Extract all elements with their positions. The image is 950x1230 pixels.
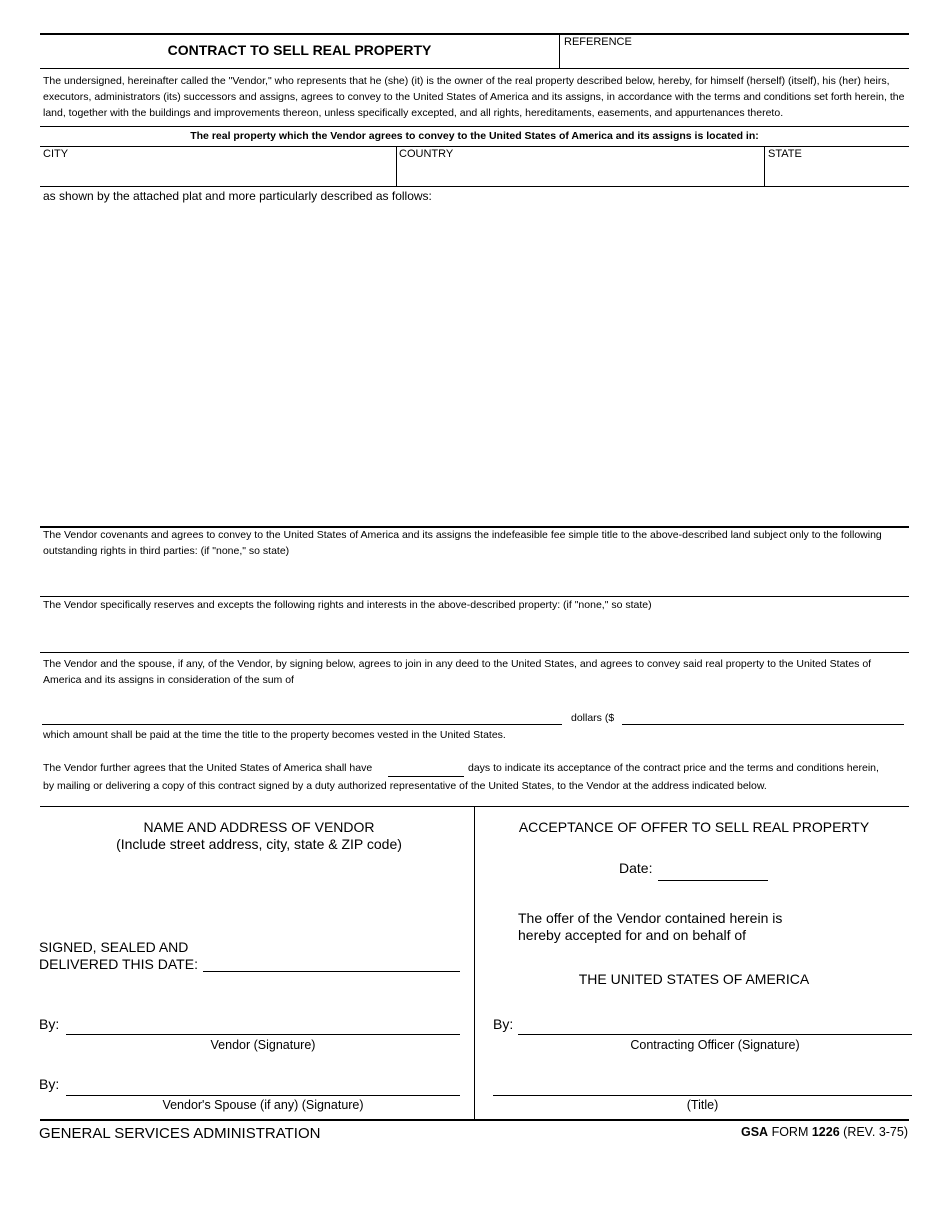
offer-line-1: The offer of the Vendor contained herein is	[518, 910, 783, 926]
acceptance-date-label: Date:	[619, 860, 653, 876]
covenant-text: The Vendor covenants and agrees to convey to the United States of America and its assigns the indefeasible fee simple title to the above-described land subject only to the following outstanding rights in third parties: (if "none," so state)	[43, 529, 882, 557]
outstanding-rights-field[interactable]	[41, 561, 908, 595]
description-field[interactable]	[41, 206, 908, 524]
reserves-bottom-rule	[40, 652, 909, 653]
payment-text: which amount shall be paid at the time the title to the property becomes vested in the United States.	[43, 729, 506, 741]
vendor-subheading: (Include street address, city, state & ZIP code)	[116, 836, 402, 852]
country-divider	[764, 146, 765, 186]
acceptance-date-field[interactable]	[658, 880, 768, 881]
acceptance-text-3: by mailing or delivering a copy of this contract signed by a duty authorized representative of the United States, to the Vendor at the address indicated below.	[43, 780, 767, 792]
state-field[interactable]	[766, 162, 908, 186]
form-gsa: GSA	[740, 1125, 769, 1139]
usa-label: THE UNITED STATES OF AMERICA	[578, 971, 810, 987]
state-label: STATE	[768, 148, 802, 160]
sum-in-words-field[interactable]	[42, 724, 562, 725]
dollars-label: dollars ($	[571, 712, 615, 724]
consideration-text: The Vendor and the spouse, if any, of the Vendor, by signing below, agrees to join in any deed to the United States, and agrees to convey said real property to the United States of America and its assigns in consideration of the sum of	[43, 658, 872, 686]
country-field[interactable]	[398, 162, 763, 186]
reserved-rights-field[interactable]	[41, 615, 908, 651]
country-label: COUNTRY	[399, 148, 454, 160]
location-bottom-rule	[40, 186, 909, 187]
agency-name: GENERAL SERVICES ADMINISTRATION	[39, 1125, 321, 1142]
reference-field[interactable]	[560, 50, 908, 67]
officer-signature-caption: Contracting Officer (Signature)	[630, 1038, 800, 1052]
intro-bottom-rule	[40, 126, 909, 127]
vendor-date-field[interactable]	[203, 971, 460, 972]
spouse-by-label: By:	[39, 1076, 60, 1092]
intro-paragraph: The undersigned, hereinafter called the "Vendor," who represents that he (she) (it) is the owner of the real property described below, hereby, for himself (herself) (itself), his (her) heirs, executors, administrators (its) successors and assigns, agrees to convey to the United States of America and its assigns, in accordance with the terms and conditions set forth herein, the land, together with the buildings and improvements thereon, unless specifically excepted, and all rights, hereditaments, easements, and appurtenances thereto.	[43, 75, 905, 119]
reserves-text: The Vendor specifically reserves and excepts the following rights and interests in the above-described property: (if "none," so state)	[43, 599, 652, 611]
vendor-signature-caption: Vendor (Signature)	[210, 1038, 316, 1052]
vendor-by-label: By:	[39, 1016, 60, 1032]
vendor-signature-field[interactable]	[66, 1034, 460, 1035]
location-heading-rule	[40, 146, 909, 147]
location-heading: The real property which the Vendor agrees to convey to the United States of America and its assigns is located in:	[190, 130, 759, 142]
officer-title-caption: (Title)	[686, 1098, 719, 1112]
signed-line-1: SIGNED, SEALED AND	[39, 939, 189, 955]
spouse-signature-field[interactable]	[66, 1095, 460, 1096]
city-label: CITY	[43, 148, 69, 160]
officer-title-field[interactable]	[493, 1095, 912, 1096]
acceptance-text-2: days to indicate its acceptance of the contract price and the terms and conditions herein,	[468, 762, 879, 774]
days-field[interactable]	[388, 776, 464, 777]
acceptance-heading: ACCEPTANCE OF OFFER TO SELL REAL PROPERTY	[518, 819, 870, 835]
acceptance-text-1: The Vendor further agrees that the United States of America shall have	[43, 762, 373, 774]
form-revision: (REV. 3-75)	[843, 1125, 908, 1139]
spouse-signature-caption: Vendor's Spouse (if any) (Signature)	[162, 1098, 364, 1112]
signed-line-2: DELIVERED THIS DATE:	[39, 956, 198, 972]
header-bottom-rule	[40, 68, 909, 69]
form-word: FORM	[771, 1125, 809, 1139]
bottom-rule	[40, 1119, 909, 1121]
signature-column-divider	[474, 806, 475, 1119]
form-title: CONTRACT TO SELL REAL PROPERTY	[167, 42, 432, 58]
officer-by-label: By:	[493, 1016, 514, 1032]
reference-label: REFERENCE	[564, 36, 632, 48]
vendor-heading: NAME AND ADDRESS OF VENDOR	[143, 819, 375, 835]
sum-amount-field[interactable]	[622, 724, 904, 725]
vendor-address-field[interactable]	[40, 856, 470, 936]
description-label: as shown by the attached plat and more particularly described as follows:	[43, 189, 432, 203]
city-divider	[396, 146, 397, 186]
form-number-block	[741, 1125, 908, 1139]
offer-line-2: hereby accepted for and on behalf of	[518, 927, 747, 943]
form-number: 1226	[811, 1125, 840, 1139]
officer-signature-field[interactable]	[518, 1034, 912, 1035]
city-field[interactable]	[41, 162, 395, 186]
top-rule	[40, 33, 909, 35]
